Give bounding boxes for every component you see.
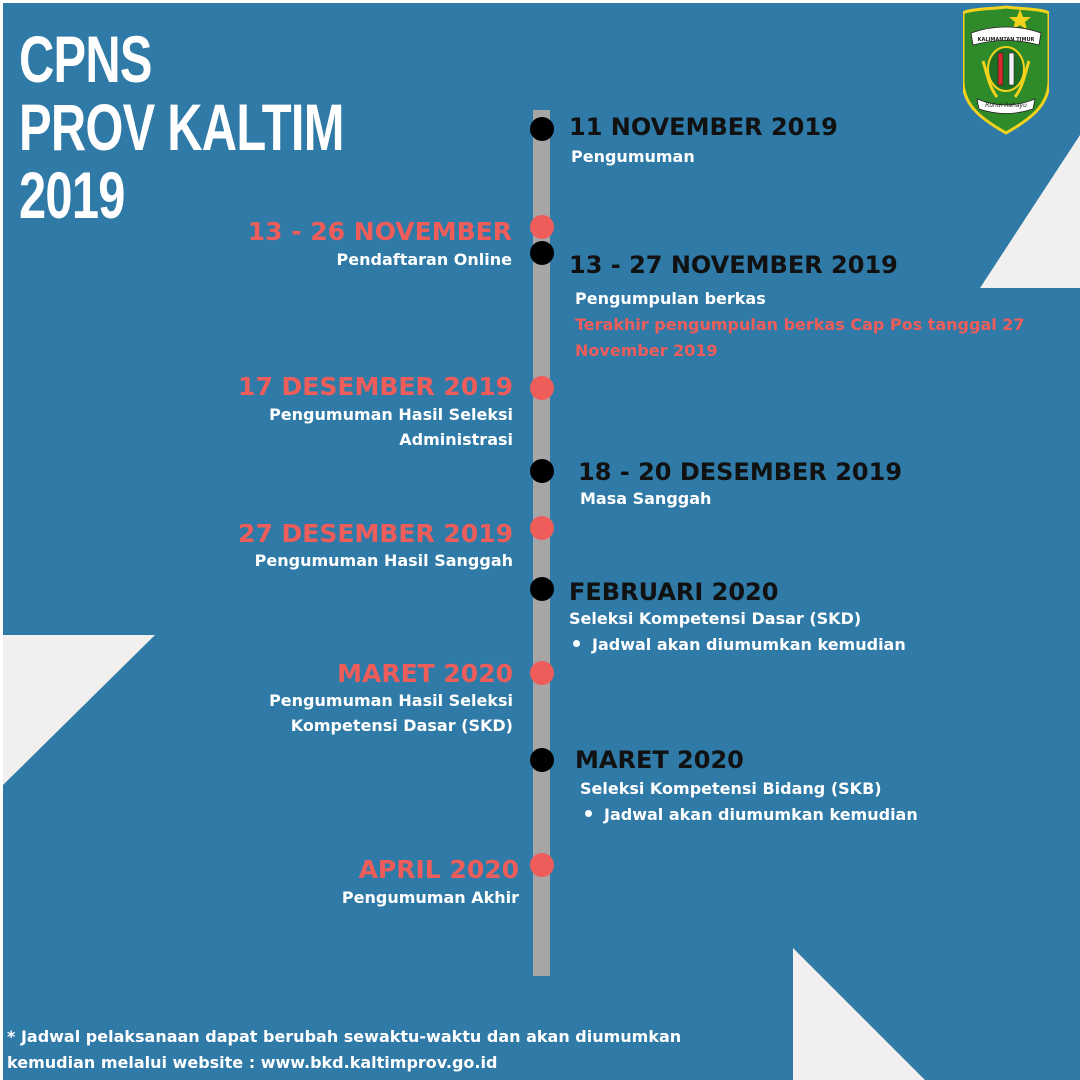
timeline-dot-black [530, 748, 554, 772]
corner-triangle-left [0, 635, 155, 788]
footer-note [7, 1024, 767, 1076]
event-bullet [585, 805, 918, 824]
timeline-dot-red [530, 215, 554, 239]
event-description: Pengumuman Hasil Seleksi [269, 405, 513, 424]
poster-title [19, 22, 344, 232]
footer-line-2: kemudian melalui website : www.bkd.kaltimprov.go.id [7, 1053, 498, 1072]
event-date: 17 DESEMBER 2019 [238, 372, 513, 401]
event-date: 27 DESEMBER 2019 [238, 519, 513, 548]
event-date: APRIL 2020 [358, 855, 519, 884]
timeline-dot-red [530, 853, 554, 877]
event-description: Seleksi Kompetensi Bidang (SKB) [580, 779, 882, 798]
title-line-3: 2019 [19, 158, 125, 232]
timeline-dot-black [530, 459, 554, 483]
timeline-dot-red [530, 376, 554, 400]
event-date: 11 NOVEMBER 2019 [569, 113, 838, 141]
event-date: MARET 2020 [575, 746, 744, 774]
timeline-dot-black [530, 241, 554, 265]
logo-motto: Ruhui Rahayu [985, 102, 1027, 109]
event-description: Pengumpulan berkas [575, 289, 766, 308]
event-date: 13 - 27 NOVEMBER 2019 [569, 251, 898, 279]
logo-top-text: KALIMANTAN TIMUR [977, 37, 1035, 43]
timeline-dot-red [530, 661, 554, 685]
bullet-dot-icon [585, 810, 592, 817]
title-line-1: CPNS [19, 22, 152, 96]
title-line-2: PROV KALTIM [19, 90, 344, 164]
event-date: 18 - 20 DESEMBER 2019 [578, 458, 903, 486]
event-description: Pengumuman Hasil Seleksi [269, 691, 513, 710]
event-date: 13 - 26 NOVEMBER [247, 217, 512, 246]
event-note: Terakhir pengumpulan berkas Cap Pos tanggal 27 November 2019 [575, 315, 1025, 360]
corner-triangle-bottom [793, 948, 933, 1080]
event-description: Pengumuman Hasil Sanggah [254, 551, 513, 570]
event-description: Administrasi [399, 430, 513, 449]
event-description: Pendaftaran Online [336, 250, 512, 269]
footer-line-1: * Jadwal pelaksanaan dapat berubah sewaktu-waktu dan akan diumumkan [7, 1027, 682, 1046]
kaltim-emblem-logo [963, 3, 1049, 135]
event-bullet-text: Jadwal akan diumumkan kemudian [604, 805, 918, 824]
event-bullet [573, 635, 906, 654]
event-description: Pengumuman Akhir [341, 888, 519, 907]
event-description: Seleksi Kompetensi Dasar (SKD) [569, 609, 862, 628]
event-description: Masa Sanggah [580, 489, 712, 508]
timeline-dot-red [530, 516, 554, 540]
event-date: MARET 2020 [337, 659, 513, 688]
corner-triangle-right [980, 135, 1080, 288]
timeline-dot-black [530, 577, 554, 601]
event-description: Pengumuman [571, 147, 695, 166]
event-date: FEBRUARI 2020 [569, 578, 779, 606]
event-bullet-text: Jadwal akan diumumkan kemudian [592, 635, 906, 654]
timeline-axis [533, 110, 550, 976]
timeline-dot-black [530, 117, 554, 141]
bullet-dot-icon [573, 640, 580, 647]
event-description: Kompetensi Dasar (SKD) [290, 716, 513, 735]
